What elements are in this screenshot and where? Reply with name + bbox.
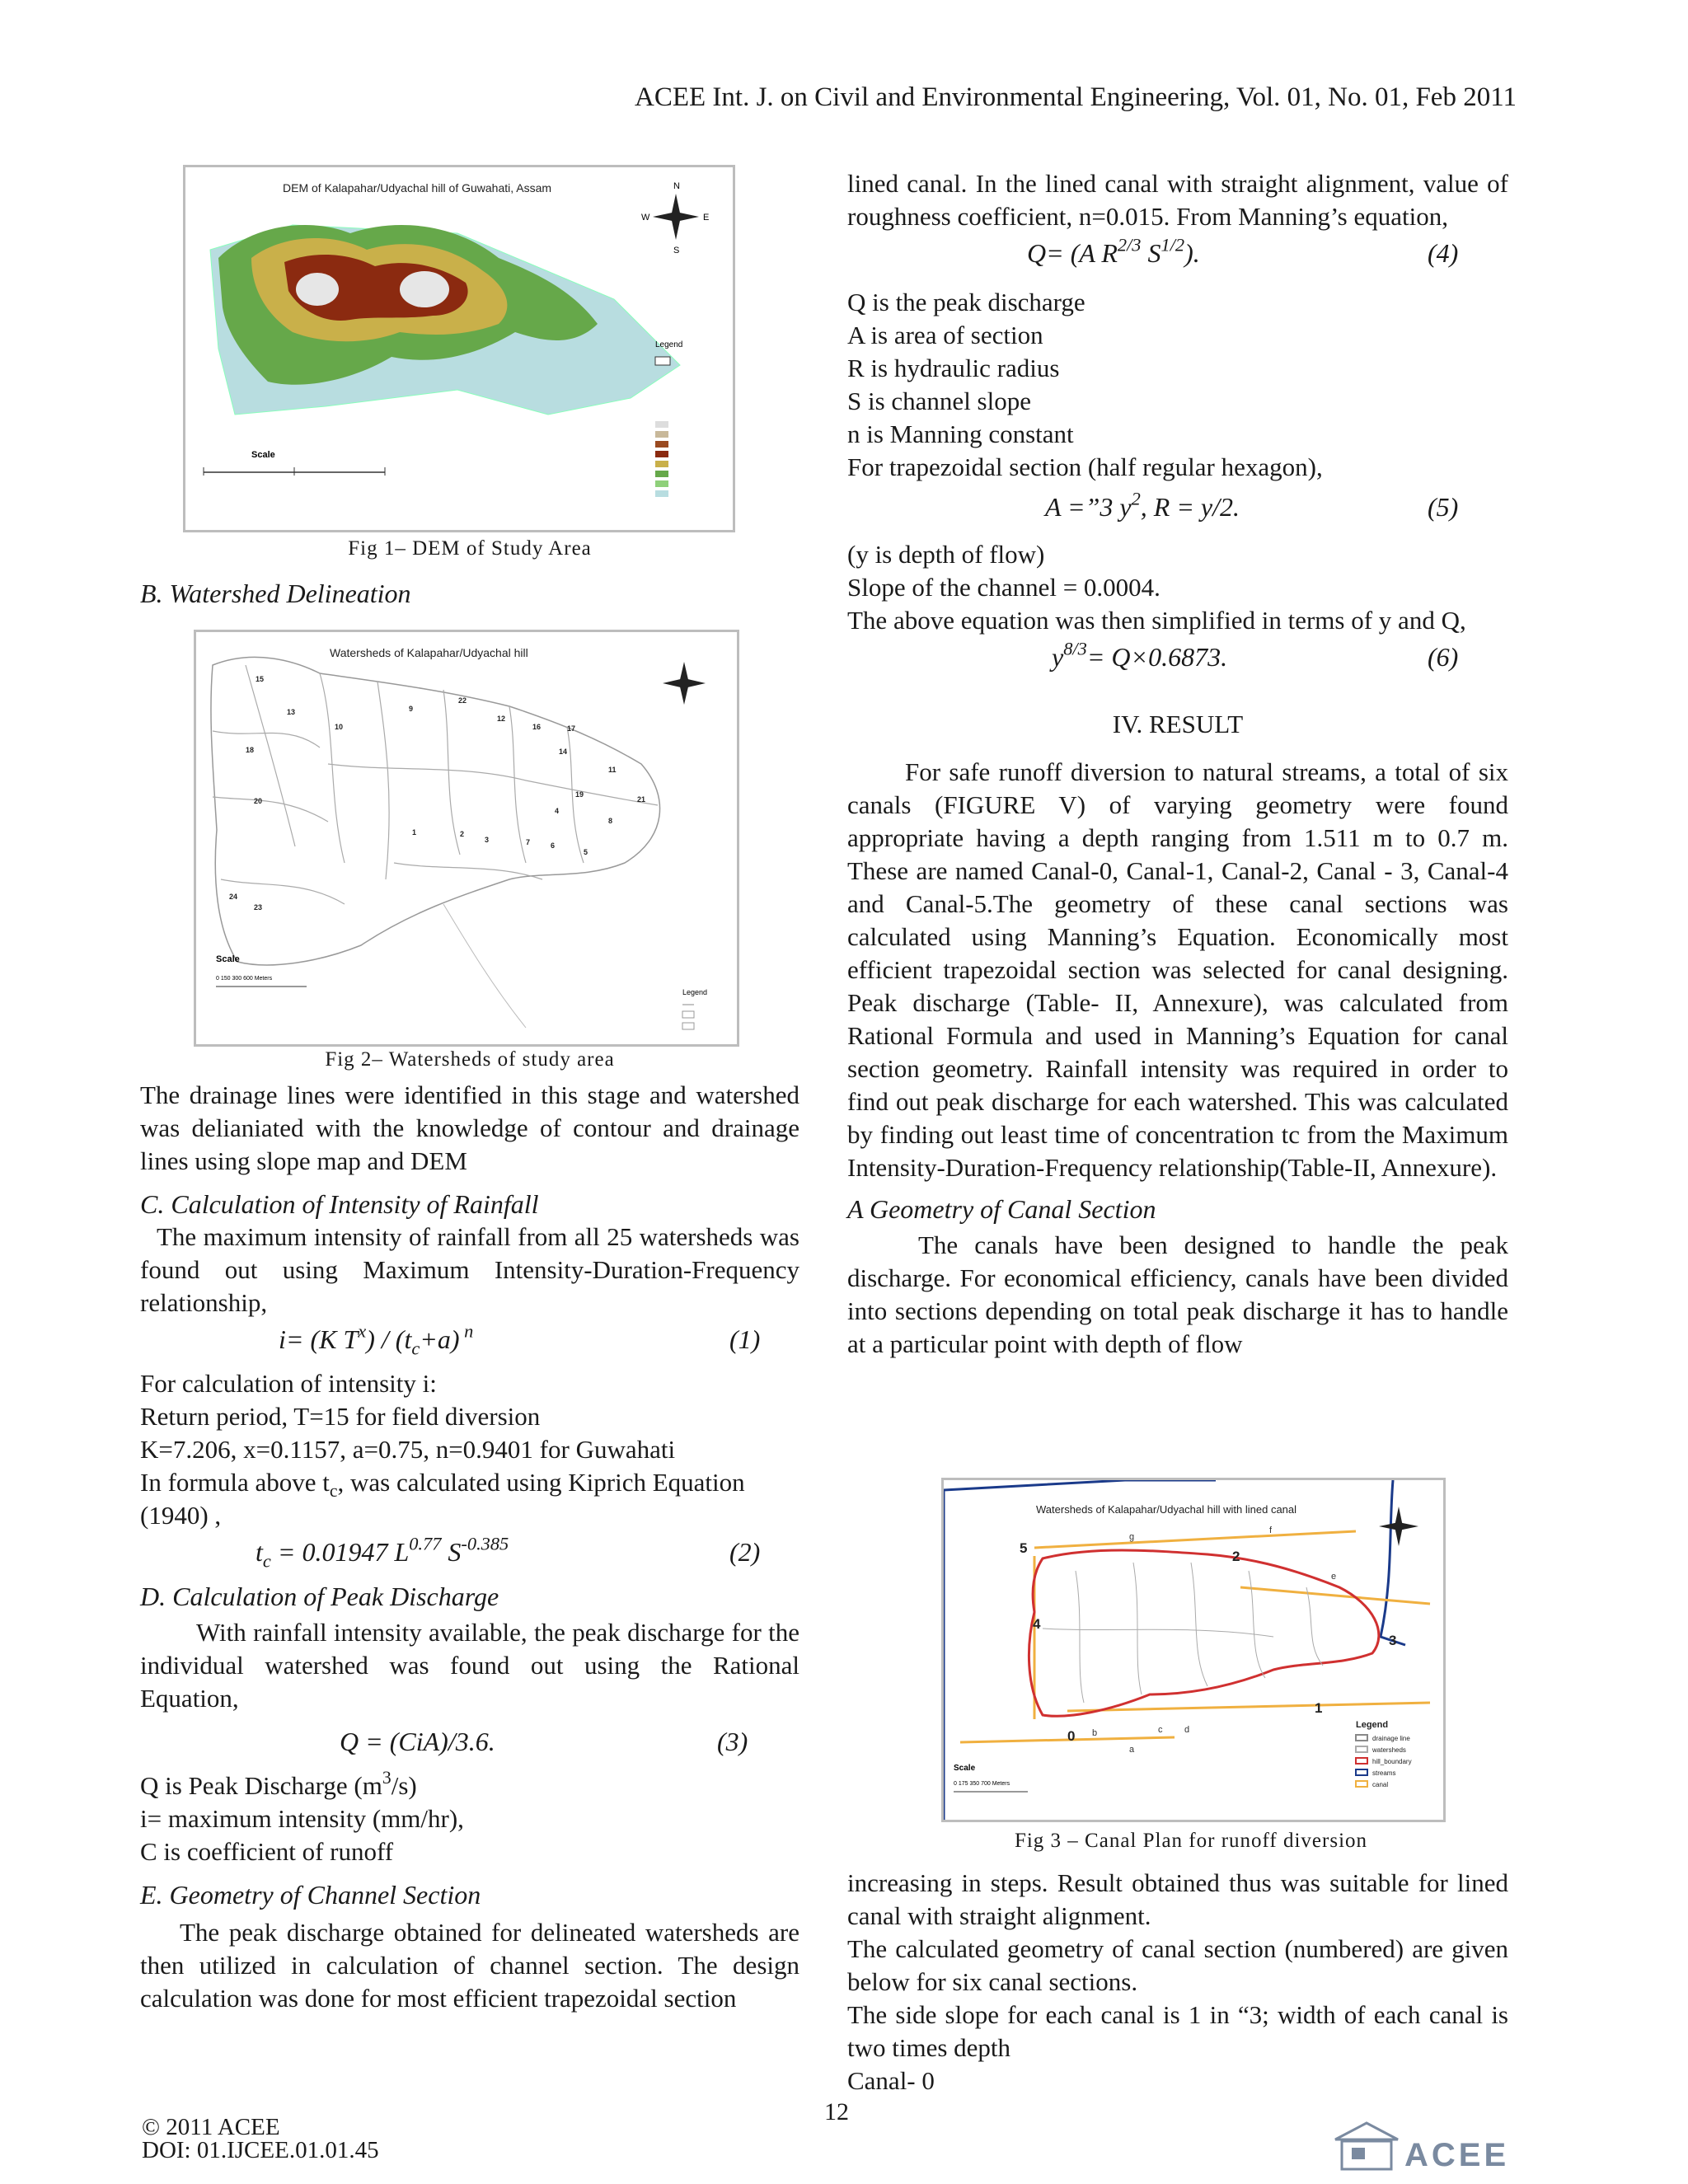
equation-1-number: (1) (729, 1324, 761, 1354)
result-heading: IV. RESULT (1112, 710, 1244, 738)
watershed-scale-label: Scale (216, 954, 240, 964)
watershed-label-3: 3 (485, 836, 490, 844)
watershed-label-4: 4 (555, 807, 560, 815)
doi: DOI: 01.IJCEE.01.01.45 (142, 2137, 379, 2163)
page-number: 12 (824, 2098, 849, 2125)
watershed-label-19: 19 (575, 790, 584, 799)
paragraph-canal: The canals have been designed to handle the peak discharge. For economical efficiency, canals have been divided into sections depending on total peak discharge it has to handle at a particular point with depth of flow (847, 1230, 1508, 1358)
canal-point-d: d (1184, 1725, 1190, 1735)
def-q: Q is the peak discharge (847, 288, 1085, 316)
equation-3 (140, 1715, 799, 1769)
watershed-scale-text: 0 150 300 600 Meters (216, 976, 273, 982)
section-d-heading: D. Calculation of Peak Discharge (140, 1582, 499, 1611)
canal-map-scale (954, 1764, 1028, 1792)
fig3-caption: Fig 3 – Canal Plan for runoff diversion (1014, 1830, 1368, 1852)
c-definition: C is coefficient of runoff (140, 1837, 394, 1866)
canal-map-title: Watersheds of Kalapahar/Udyachal hill with lined canal (1036, 1503, 1297, 1516)
journal-header: ACEE Int. J. on Civil and Environmental Engineering, Vol. 01, No. 01, Feb 2011 (635, 82, 1517, 112)
equation-6-number: (6) (1428, 642, 1459, 672)
def-trapezoid: For trapezoidal section (half regular hexagon), (847, 452, 1323, 481)
section-c-heading: C. Calculation of Intensity of Rainfall (140, 1189, 539, 1219)
acee-logo (1329, 2120, 1512, 2172)
figure-watersheds (194, 630, 739, 1047)
watershed-label-15: 15 (256, 675, 265, 683)
canal-number-5: 5 (1020, 1540, 1028, 1556)
section-e-heading: E. Geometry of Channel Section (140, 1880, 481, 1910)
paragraph-intensity: The maximum intensity of rainfall from all 25 watersheds was found out using Maximum Intensity-Duration-Frequency relationship, (140, 1222, 799, 1317)
legend-item-0: drainage line (1372, 1735, 1410, 1742)
equation-6-expression: $y^{8/3}= Q\times 0.6873$. (1052, 638, 1228, 672)
legend-swatch-2 (1356, 1758, 1367, 1764)
i-definition: i= maximum intensity (mm/hr), (140, 1804, 464, 1833)
tc-line-year: (1940) , (140, 1501, 222, 1530)
intensity-line-3: K=7.206, x=0.1157, a=0.75, n=0.9401 for Guwahati (140, 1435, 676, 1464)
legend-swatch-0 (1356, 1735, 1367, 1741)
equation-3-number: (3) (717, 1727, 748, 1756)
section-b-heading: B. Watershed Delineation (140, 579, 411, 608)
compass-n: N (673, 181, 680, 191)
watershed-map (196, 632, 737, 1044)
canal-map (944, 1480, 1443, 1820)
dem-map (185, 167, 733, 530)
canal-point-b: b (1092, 1728, 1098, 1738)
legend-item-1: watersheds (1372, 1746, 1406, 1754)
logo-building-icon (1342, 2141, 1391, 2169)
watershed-label-1: 1 (412, 828, 417, 837)
watershed-label-22: 22 (458, 696, 467, 705)
watershed-label-12: 12 (497, 715, 506, 723)
compass-w: W (641, 213, 650, 223)
equation-2-number: (2) (729, 1537, 761, 1567)
paragraph-result: For safe runoff diversion to natural streams, a total of six canals (FIGURE V) of varying geometry were found appropriate having a depth ranging from 1.511 m to 0.7 m. These are named Canal-0, Canal-1, Canal-2, Canal - 3, Canal-4 and Canal-5.The geometry of these canal sections was calculated using Manning’s Equation. Economically most efficient trapezoidal section was selected for canal designing. Peak discharge (Table- II, Annexure), was calculated from Rational Formula and used in Manning’s Equation for canal section geometry. Rainfall intensity was required in order to find out peak discharge for each watershed. This was calculated by finding out least time of concentration tc from the Maximum Intensity-Duration-Frequency relationship(Table-II, Annexure). (847, 757, 1508, 1182)
watershed-label-21: 21 (637, 795, 646, 804)
canal-scale-label: Scale (954, 1764, 976, 1773)
simplified-line: The above equation was then simplified in terms of y and Q, (847, 606, 1466, 635)
slope-line: Slope of the channel = 0.0004. (847, 573, 1160, 602)
figure-canal-plan (941, 1478, 1446, 1822)
paragraph-steps: increasing in steps. Result obtained thus was suitable for lined canal with straight alignment. (847, 1868, 1508, 1930)
legend-item-2: hill_boundary (1372, 1758, 1412, 1765)
def-r: R is hydraulic radius (847, 354, 1060, 382)
equation-6 (847, 637, 1508, 685)
intensity-line-2: Return period, T=15 for field diversion (140, 1402, 541, 1431)
equation-5-number: (5) (1428, 492, 1459, 522)
watershed-labels (229, 675, 645, 912)
q-definition: Q is Peak Discharge $(m^3/s)$ (140, 1767, 417, 1800)
stream-line-east (1381, 1480, 1405, 1645)
dem-legend-title: Legend (655, 340, 683, 349)
watershed-label-8: 8 (608, 817, 613, 825)
equation-2-expression: $t_c = 0.01947$ $L^{0.77}$ $S^{-0.385}$ (256, 1533, 509, 1572)
watershed-label-6: 6 (551, 841, 556, 850)
copyright: © 2011 ACEE (142, 2114, 280, 2140)
canal-scale-text: 0 175 350 700 Meters (954, 1781, 1010, 1787)
legend-swatch-4 (1356, 1781, 1367, 1787)
fig2-caption: Fig 2– Watersheds of study area (325, 1048, 615, 1071)
canal-line-3 (1240, 1587, 1430, 1604)
equation-3-expression: Q = (CiA)/3.6. (340, 1727, 495, 1756)
def-y: (y is depth of flow) (847, 540, 1045, 569)
logo-roof-icon (1335, 2123, 1398, 2139)
watershed-label-14: 14 (559, 748, 568, 756)
canal-numbers (1020, 1540, 1396, 1744)
paragraph-side-slope: The side slope for each canal is 1 in “3; width of each canal is two times depth (847, 2000, 1508, 2062)
figure-dem (183, 165, 735, 532)
def-n: n is Manning constant (847, 419, 1074, 448)
logo-text: ACEE (1404, 2137, 1510, 2172)
paragraph-channel: The peak discharge obtained for delineated watersheds are then utilized in calculation of channel section. The design calculation was done for most efficient trapezoidal section (140, 1918, 799, 2013)
canal-legend-title: Legend (1356, 1720, 1389, 1730)
dem-peak-east (400, 271, 449, 307)
watershed-legend (682, 988, 707, 1029)
canal-number-2: 2 (1232, 1549, 1240, 1564)
canal-number-4: 4 (1033, 1616, 1041, 1632)
watershed-label-17: 17 (567, 724, 576, 733)
watershed-outline (211, 657, 660, 965)
logo-window-icon (1352, 2148, 1365, 2159)
intensity-line-1: For calculation of intensity i: (140, 1369, 437, 1398)
paragraph-calculated: The calculated geometry of canal section (numbered) are given below for six canal sections. (847, 1934, 1508, 1996)
watershed-label-24: 24 (229, 893, 238, 901)
watershed-legend-title: Legend (682, 988, 708, 996)
canal-number-1: 1 (1315, 1700, 1323, 1716)
fig1-caption: Fig 1– DEM of Study Area (348, 537, 592, 560)
watershed-label-20: 20 (254, 797, 263, 805)
paragraph-peak: With rainfall intensity available, the peak discharge for the individual watershed was found out using the Rational Equation, (140, 1618, 799, 1713)
compass-rose-2 (663, 662, 706, 705)
def-s: S is channel slope (847, 387, 1031, 415)
watershed-label-16: 16 (532, 723, 542, 731)
canal-map-watersheds (1043, 1563, 1323, 1703)
compass-rose-3 (1379, 1507, 1418, 1546)
watershed-stream (443, 904, 526, 1028)
watershed-label-11: 11 (608, 766, 617, 774)
legend-swatch-3 (1356, 1769, 1367, 1775)
compass-s: S (673, 246, 680, 255)
canal-map-legend (1356, 1720, 1412, 1788)
equation-1 (140, 1319, 799, 1367)
canal-point-f: f (1269, 1526, 1273, 1535)
compass-rose (641, 181, 709, 255)
canal-0-label: Canal- 0 (847, 2066, 935, 2095)
legend-item-3: streams (1372, 1769, 1396, 1777)
canal-point-g: g (1129, 1532, 1135, 1542)
equation-4 (847, 233, 1508, 281)
equation-2 (140, 1532, 799, 1580)
watershed-divides (213, 665, 658, 904)
compass-e: E (703, 213, 710, 223)
legend-item-4: canal (1372, 1781, 1389, 1788)
watershed-label-18: 18 (246, 746, 255, 754)
equation-5 (847, 484, 1508, 532)
watershed-label-9: 9 (409, 705, 414, 713)
watershed-label-13: 13 (287, 708, 296, 716)
watershed-label-7: 7 (526, 838, 531, 846)
canal-number-0: 0 (1067, 1728, 1076, 1744)
canal-point-labels (1092, 1526, 1336, 1755)
equation-5-expression: A =”3 $y^2$, R = y/2. (1045, 488, 1240, 522)
canal-point-a: a (1129, 1745, 1135, 1755)
dem-scale-label: Scale (251, 450, 275, 460)
equation-4-number: (4) (1428, 238, 1459, 268)
dem-scale (204, 450, 385, 476)
dem-peak-west (296, 273, 339, 306)
watershed-label-5: 5 (584, 848, 588, 856)
legend-swatch-1 (1356, 1746, 1367, 1752)
canal-point-c: c (1158, 1725, 1163, 1735)
watershed-title: Watersheds of Kalapahar/Udyachal hill (330, 646, 528, 659)
watershed-scale (216, 954, 307, 987)
canal-number-3: 3 (1389, 1633, 1397, 1648)
canal-line-2 (1034, 1531, 1356, 1548)
paragraph-drainage: The drainage lines were identified in this stage and watershed was delianiated with the knowledge of contour and drainage lines using slope map and DEM (140, 1080, 799, 1175)
section-a-heading: A Geometry of Canal Section (847, 1194, 1156, 1224)
canal-point-e: e (1331, 1572, 1337, 1582)
tc-line: In formula above $t_c$, was calculated using Kiprich Equation (140, 1468, 745, 1502)
watershed-label-23: 23 (254, 903, 263, 912)
paragraph-lined: lined canal. In the lined canal with straight alignment, value of roughness coefficient, n=0.015. From Manning’s equation, (847, 169, 1508, 231)
def-a: A is area of section (847, 321, 1043, 349)
watershed-label-2: 2 (460, 830, 465, 838)
equation-4-expression: Q= (A $R^{2/3}$ $S^{1/2}$). (1027, 234, 1200, 268)
dem-title: DEM of Kalapahar/Udyachal hill of Guwahati, Assam (283, 181, 552, 194)
equation-1-expression: i= (K $T^x) / (t_c+a)$ $^n$ (279, 1320, 474, 1359)
watershed-label-10: 10 (335, 723, 344, 731)
acee-logo-svg (1329, 2120, 1512, 2172)
